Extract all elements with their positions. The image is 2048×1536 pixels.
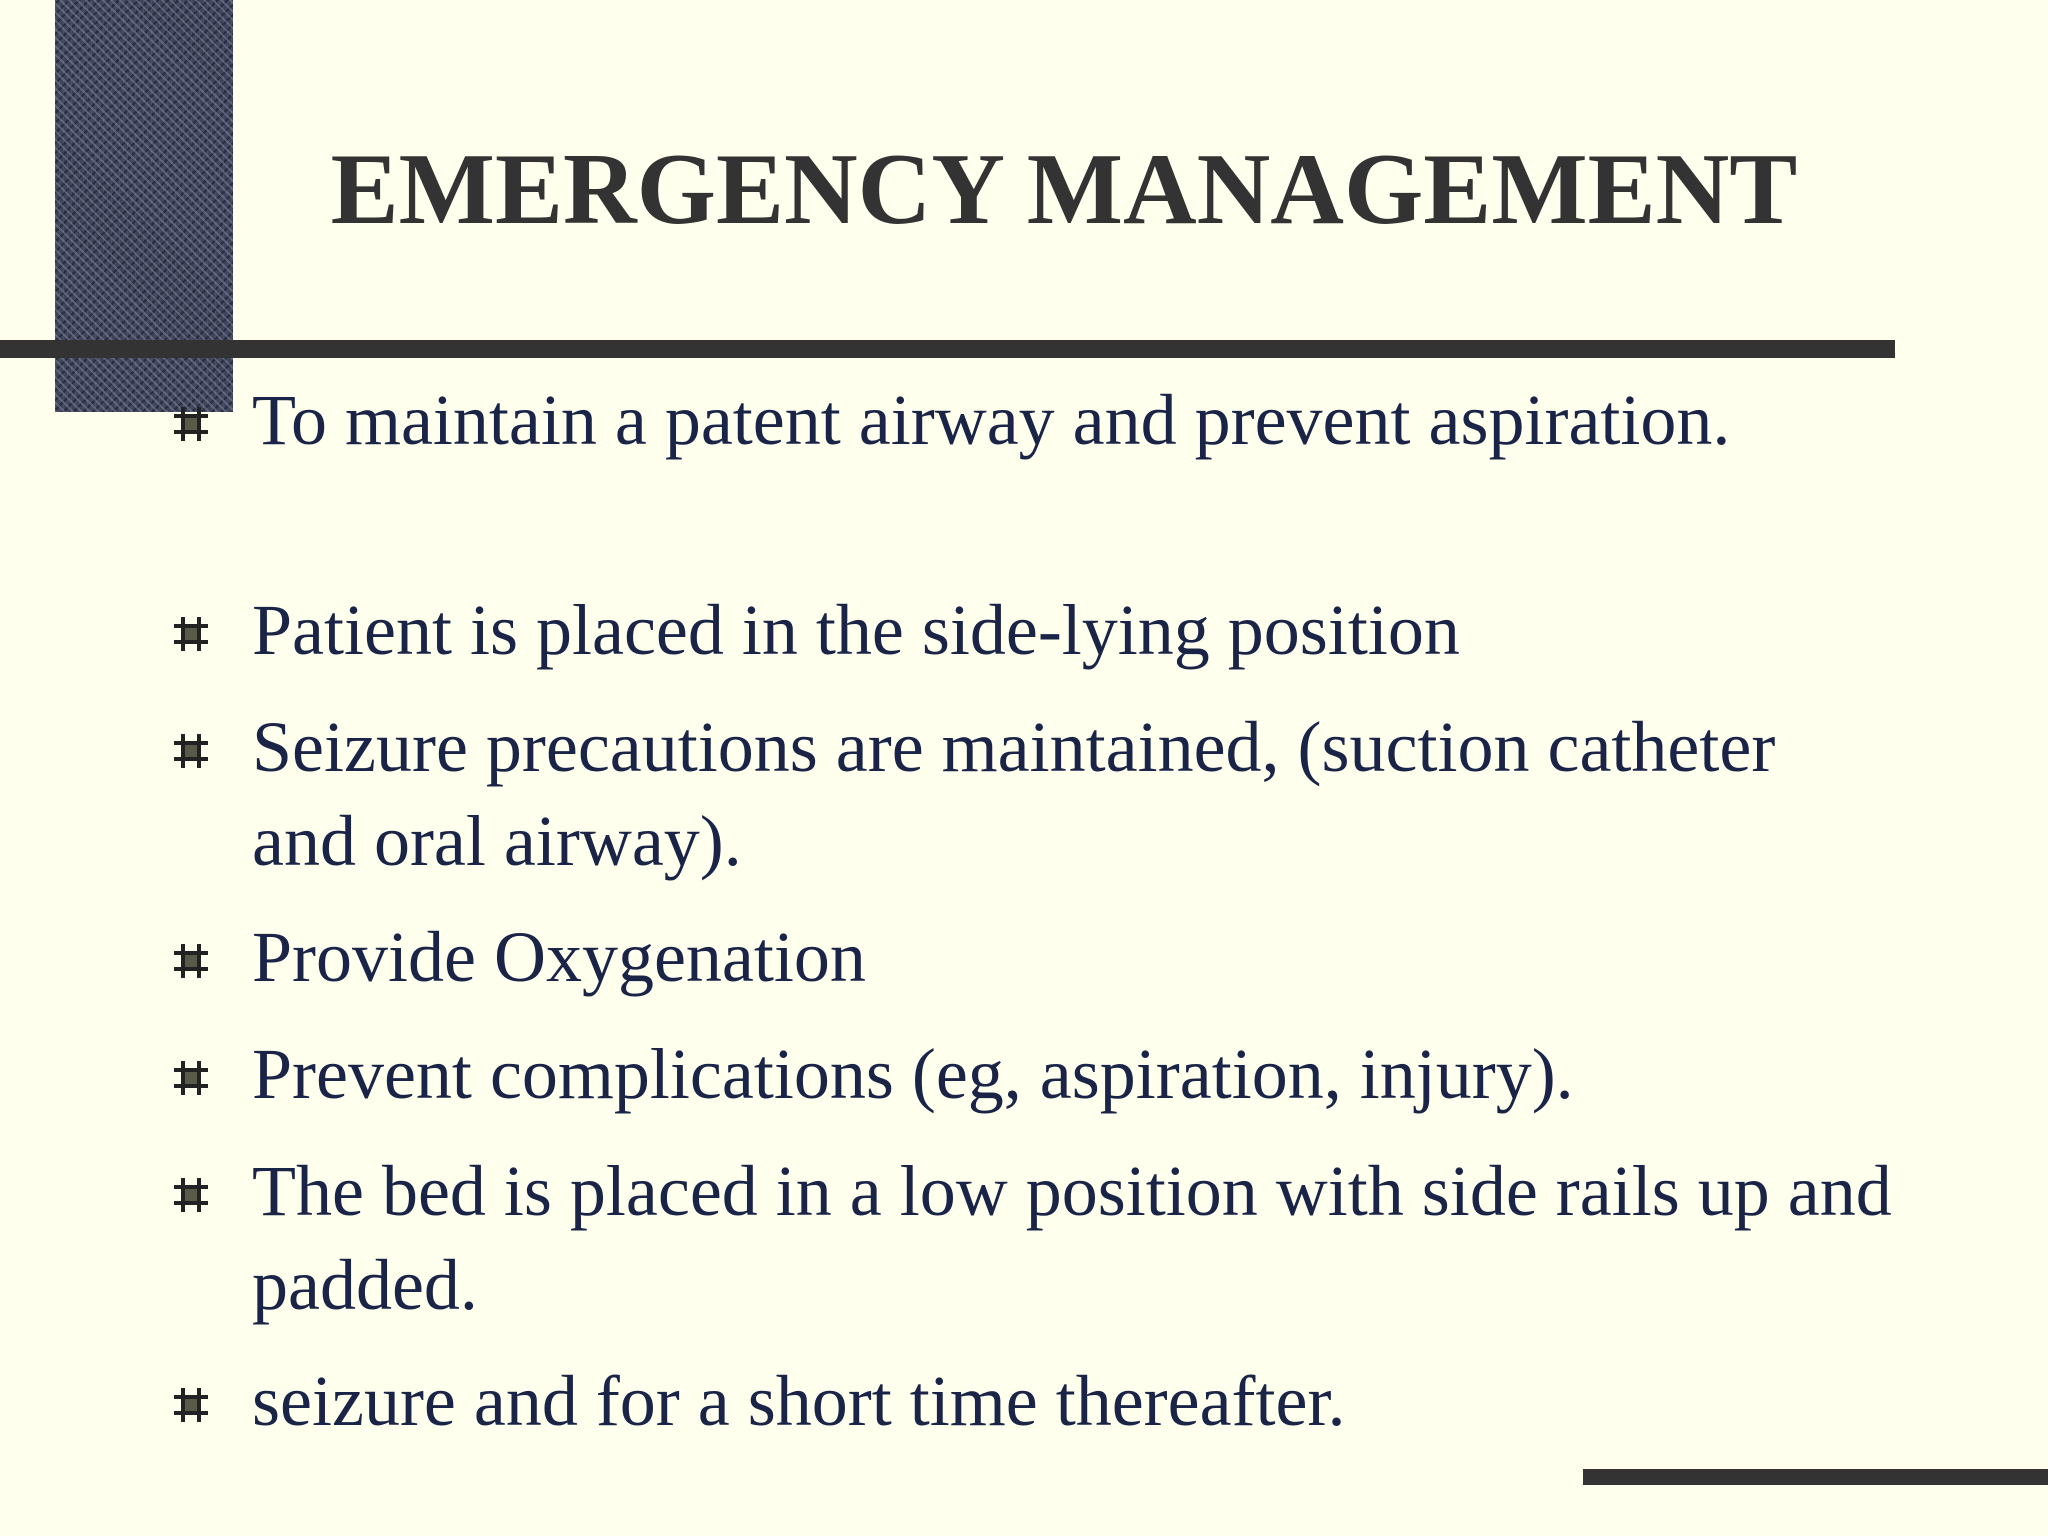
bullet-text: seizure and for a short time thereafter.: [252, 1361, 1346, 1441]
bullet-text: The bed is placed in a low position with side rails up and padded.: [252, 1151, 1892, 1325]
hash-square-bullet-icon: [174, 734, 208, 768]
hash-square-bullet-icon: [174, 617, 208, 651]
hash-square-bullet-icon: [174, 407, 208, 441]
bullet-text: Provide Oxygenation: [252, 917, 866, 997]
bullet-text: Prevent complications (eg, aspiration, injury).: [252, 1034, 1574, 1114]
bullet-text: Seizure precautions are maintained, (suction catheter and oral airway).: [252, 707, 1776, 881]
hash-square-bullet-icon: [174, 1178, 208, 1212]
title-divider-rule: [0, 340, 1895, 358]
hash-square-bullet-icon: [174, 944, 208, 978]
bullet-text: Patient is placed in the side-lying position: [252, 590, 1460, 670]
bullet-text: To maintain a patent airway and prevent aspiration.: [252, 380, 1731, 460]
bottom-divider-rule: [1583, 1469, 2048, 1485]
slide-title: EMERGENCY MANAGEMENT: [330, 133, 1798, 246]
hash-square-bullet-icon: [174, 1388, 208, 1422]
hash-square-bullet-icon: [174, 1061, 208, 1095]
